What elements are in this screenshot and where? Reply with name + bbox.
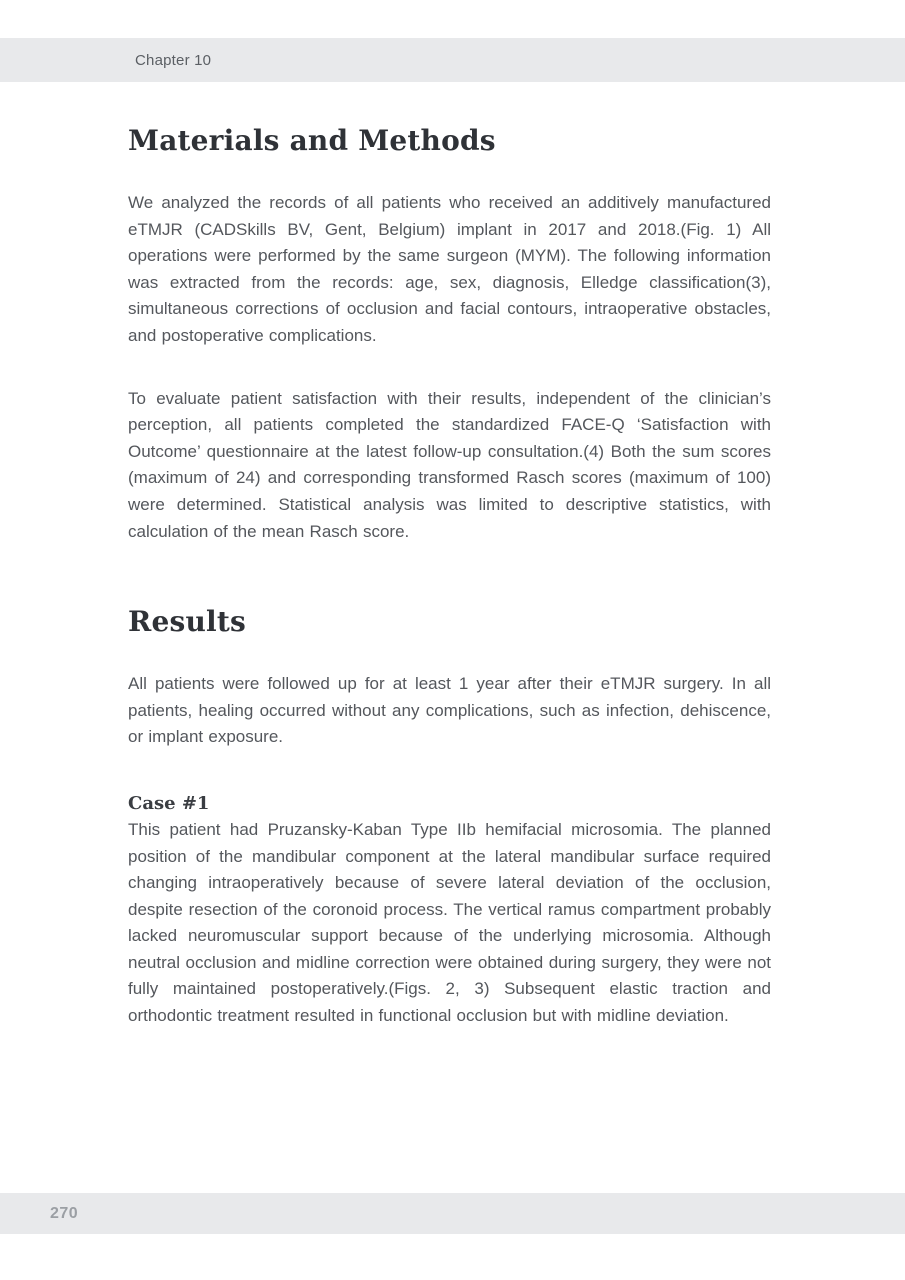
paragraph-methods-2: To evaluate patient satisfaction with their results, independent of the clinician’s perception, all patients completed the standardized FACE-Q ‘Satisfaction with Outcome’ questionnaire at the latest follow-up consultation.(4) Both the sum scores (maximum of 24) and corresponding transformed Rasch scores (maximum of 100) were determined. Statistical analysis was limited to descriptive statistics, with calculation of the mean Rasch score. <box>128 388 771 541</box>
case-1-heading: Case #1 <box>128 792 210 814</box>
page-content <box>128 82 771 1030</box>
paragraph-case-1: This patient had Pruzansky-Kaban Type IIb hemifacial microsomia. The planned position of the mandibular component at the lateral mandibular surface required changing intraoperatively because of severe lateral deviation of the occlusion, despite resection of the coronoid process. The vertical ramus compartment probably lacked neuromuscular support because of the underlying microsomia. Although neutral occlusion and midline correction were obtained during surgery, they were not fully maintained postoperatively.(Figs. 2, 3) Subsequent elastic traction and orthodontic treatment resulted in functional occlusion but with midline deviation. <box>128 819 771 1026</box>
page-footer-band <box>0 1193 905 1234</box>
section-heading-materials-and-methods: Materials and Methods <box>128 124 496 157</box>
paragraph-methods-1: We analyzed the records of all patients who received an additively manufactured eTMJR (CADSkills BV, Gent, Belgium) implant in 2017 and 2018.(Fig. 1) All operations were performed by the same surgeon (MYM). The following information was extracted from the records: age, sex, diagnosis, Elledge classification(3), simultaneous corrections of occlusion and facial contours, intraoperative obstacles, and postoperative complications. <box>128 193 771 345</box>
page-number: 270 <box>50 1204 79 1222</box>
chapter-label: Chapter 10 <box>135 51 212 69</box>
paragraph-results-1: All patients were followed up for at least 1 year after their eTMJR surgery. In all patients, healing occurred without any complications, such as infection, dehiscence, or implant exposure. <box>128 674 771 747</box>
section-heading-results: Results <box>128 605 246 639</box>
page-header-band <box>0 38 905 82</box>
case-1-block <box>128 792 771 1030</box>
